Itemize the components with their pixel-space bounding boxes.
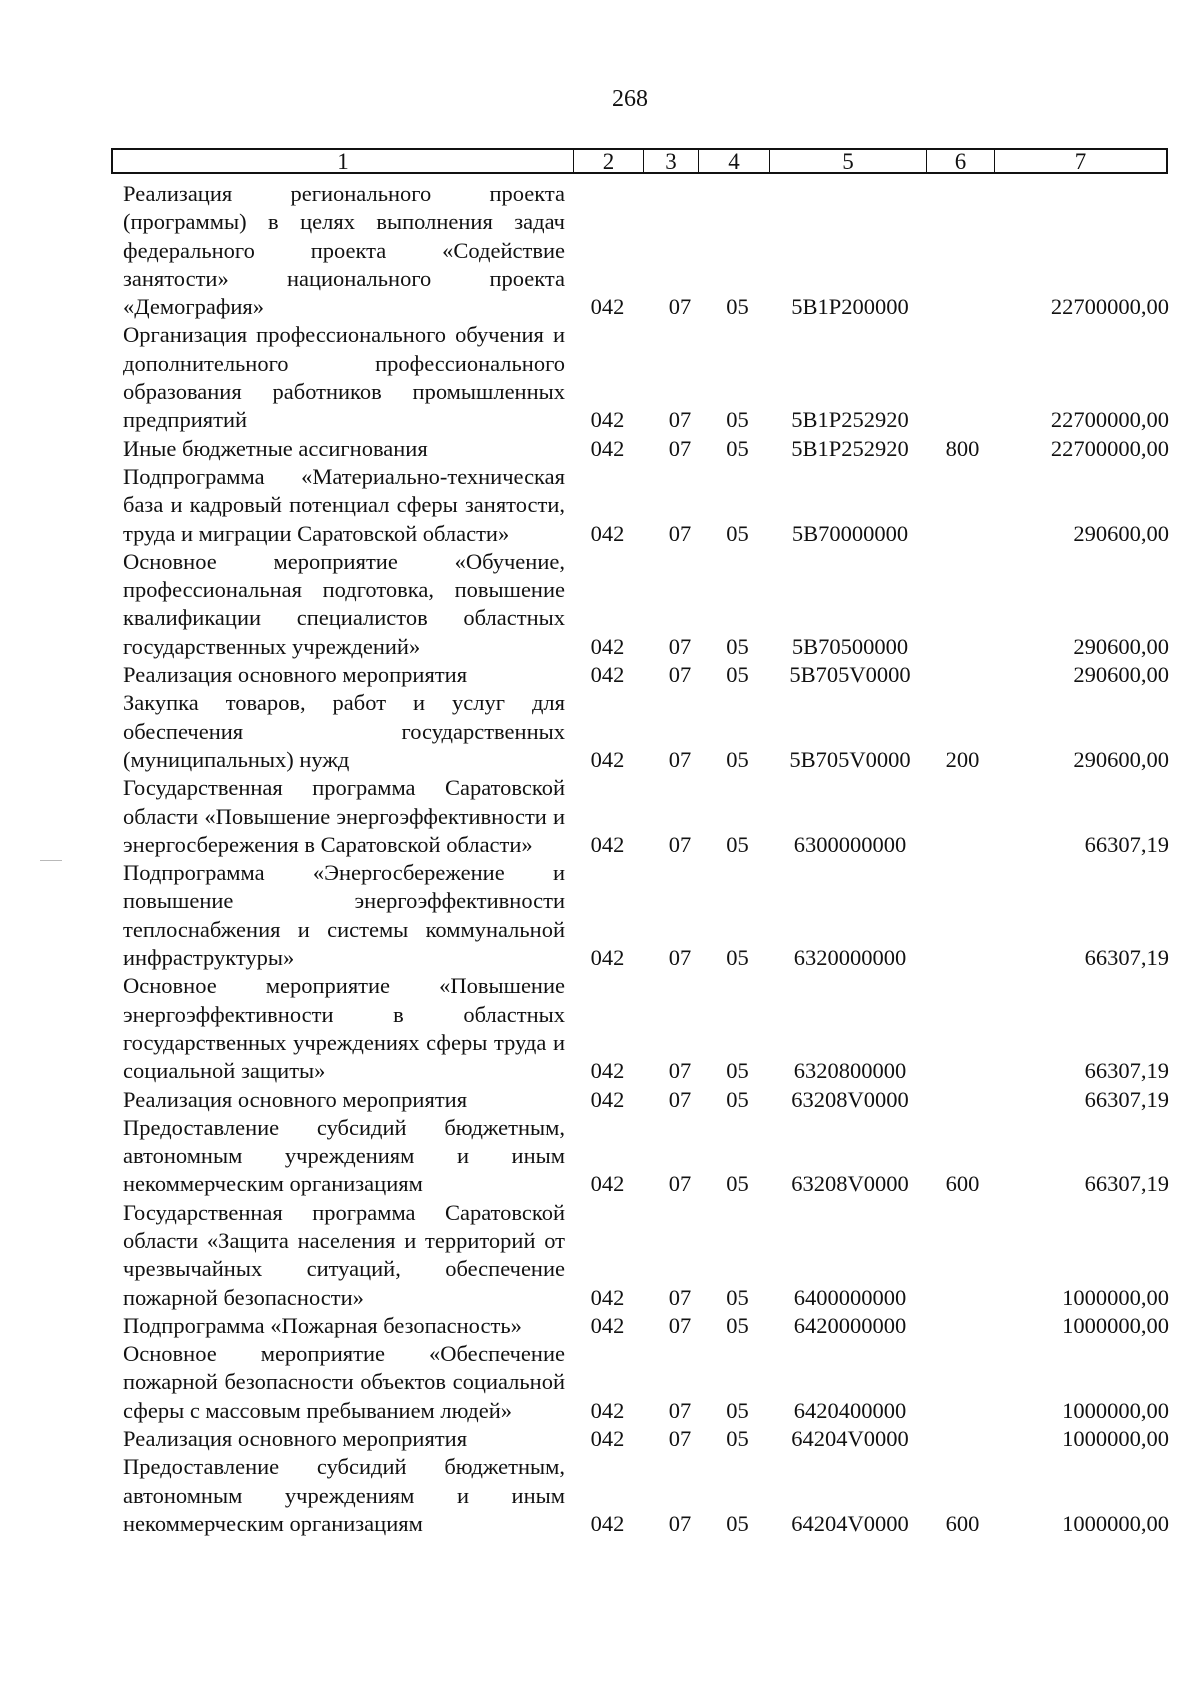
row-admin-code: 042 <box>590 1171 625 1197</box>
page-number: 268 <box>612 86 648 112</box>
table-row <box>123 180 1173 321</box>
row-amount: 66307,19 <box>1084 1086 1169 1112</box>
row-description: Основное мероприятие «Обучение, профессиональная подготовка, повышение квалификации специалистов областных государственных учреждений» <box>123 548 565 659</box>
row-description: Подпрограмма «Пожарная безопасность» <box>123 1312 522 1338</box>
row-subsection-code: 05 <box>726 1397 749 1423</box>
row-subsection-code: 05 <box>726 294 749 320</box>
row-amount: 66307,19 <box>1084 1058 1169 1084</box>
row-target-article-code: 5В1Р200000 <box>791 294 909 320</box>
row-amount: 22700000,00 <box>1050 294 1169 320</box>
row-subsection-code: 05 <box>726 435 749 461</box>
row-target-article-code: 6420000000 <box>793 1312 907 1338</box>
row-subsection-code: 05 <box>726 1171 749 1197</box>
row-admin-code: 042 <box>590 633 625 659</box>
row-admin-code: 042 <box>590 746 625 772</box>
scan-artifact <box>40 860 62 861</box>
row-subsection-code: 05 <box>726 1086 749 1112</box>
row-description: Организация профессионального обучения и дополнительного профессионального образования работников промышленных предприятий <box>123 322 565 433</box>
row-description: Предоставление субсидий бюджетным, автономным учреждениям и иным некоммерческим организациям <box>123 1454 565 1536</box>
row-amount: 1000000,00 <box>1062 1426 1169 1452</box>
row-amount: 22700000,00 <box>1050 407 1169 433</box>
header-col-6: 6 <box>927 150 995 172</box>
row-section-code: 07 <box>668 1058 692 1084</box>
row-section-code: 07 <box>668 1426 692 1452</box>
row-description: Государственная программа Саратовской области «Защита населения и территорий от чрезвычайных ситуаций, обеспечение пожарной безопасности» <box>123 1199 565 1310</box>
table-row <box>123 1312 1173 1340</box>
row-target-article-code: 5В1Р252920 <box>791 435 909 461</box>
header-col-7: 7 <box>1074 149 1087 174</box>
row-amount: 66307,19 <box>1084 831 1169 857</box>
header-col-5: 5 <box>770 150 927 172</box>
table-row <box>123 774 1173 859</box>
row-subsection-code: 05 <box>726 831 749 857</box>
row-description: Реализация основного мероприятия <box>123 1426 468 1452</box>
budget-table-body <box>123 180 1173 1538</box>
header-col-2: 2 <box>574 150 644 172</box>
row-target-article-code: 6400000000 <box>793 1284 907 1310</box>
row-admin-code: 042 <box>590 1284 625 1310</box>
row-target-article-code: 5В70500000 <box>791 633 909 659</box>
row-section-code: 07 <box>668 633 692 659</box>
row-target-article-code: 63208V0000 <box>791 1086 909 1112</box>
row-target-article-code: 63208V0000 <box>791 1171 909 1197</box>
row-target-article-code: 6420400000 <box>793 1397 907 1423</box>
row-amount: 290600,00 <box>1073 746 1169 772</box>
table-row <box>123 1199 1173 1312</box>
table-row <box>123 1453 1173 1538</box>
row-subsection-code: 05 <box>726 1312 749 1338</box>
row-section-code: 07 <box>668 945 692 971</box>
row-amount: 290600,00 <box>1073 520 1169 546</box>
row-admin-code: 042 <box>590 1426 625 1452</box>
row-description: Реализация регионального проекта (программы) в целях выполнения задач федерального проекта «Содействие занятости» национального проекта «Демография» <box>123 181 565 320</box>
row-description: Основное мероприятие «Обеспечение пожарной безопасности объектов социальной сферы с массовым пребыванием людей» <box>123 1341 565 1423</box>
row-amount: 290600,00 <box>1073 662 1169 688</box>
row-target-article-code: 5В70000000 <box>791 520 909 546</box>
row-amount: 1000000,00 <box>1062 1284 1169 1310</box>
row-section-code: 07 <box>668 746 692 772</box>
row-target-article-code: 6320800000 <box>793 1058 907 1084</box>
row-description: Иные бюджетные ассигнования <box>123 435 428 461</box>
row-description: Реализация основного мероприятия <box>123 1086 468 1112</box>
row-target-article-code: 5В705V0000 <box>789 662 911 688</box>
row-amount: 1000000,00 <box>1062 1397 1169 1423</box>
table-row <box>123 435 1173 463</box>
row-description: Предоставление субсидий бюджетным, автономным учреждениям и иным некоммерческим организациям <box>123 1114 565 1197</box>
row-amount: 290600,00 <box>1073 633 1169 659</box>
row-subsection-code: 05 <box>726 1058 749 1084</box>
row-admin-code: 042 <box>590 1397 625 1423</box>
row-description: Государственная программа Саратовской области «Повышение энергоэффективности и энергосбережения в Саратовской области» <box>123 775 565 857</box>
row-amount: 66307,19 <box>1084 1171 1169 1197</box>
row-section-code: 07 <box>668 662 692 688</box>
row-description: Подпрограмма «Материально-техническая база и кадровый потенциал сферы занятости, труда и миграции Саратовской области» <box>123 463 565 546</box>
row-description: Реализация основного мероприятия <box>123 662 468 688</box>
row-target-article-code: 5В1Р252920 <box>791 407 909 433</box>
row-subsection-code: 05 <box>726 520 749 546</box>
row-admin-code: 042 <box>590 1312 625 1338</box>
row-section-code: 07 <box>668 1510 692 1536</box>
row-section-code: 07 <box>668 407 692 433</box>
row-subsection-code: 05 <box>726 945 749 971</box>
table-row <box>123 463 1173 548</box>
row-admin-code: 042 <box>590 831 625 857</box>
row-description: Основное мероприятие «Повышение энергоэффективности в областных государственных учреждениях сферы труда и социальной защиты» <box>123 973 565 1084</box>
row-target-article-code: 64204V0000 <box>791 1426 909 1452</box>
row-section-code: 07 <box>668 435 692 461</box>
row-section-code: 07 <box>668 520 692 546</box>
table-row <box>123 972 1173 1085</box>
row-subsection-code: 05 <box>726 1284 749 1310</box>
row-expense-type-code: 600 <box>945 1510 980 1536</box>
row-expense-type-code: 200 <box>945 746 980 772</box>
row-admin-code: 042 <box>590 520 625 546</box>
row-subsection-code: 05 <box>726 662 749 688</box>
row-section-code: 07 <box>668 1284 692 1310</box>
row-amount: 1000000,00 <box>1062 1312 1169 1338</box>
row-description: Подпрограмма «Энергосбережение и повышение энергоэффективности теплоснабжения и системы коммунальной инфраструктуры» <box>123 860 565 971</box>
row-admin-code: 042 <box>590 1058 625 1084</box>
row-expense-type-code: 600 <box>945 1171 980 1197</box>
table-row <box>123 661 1173 689</box>
row-target-article-code: 6320000000 <box>793 945 907 971</box>
table-row <box>123 548 1173 661</box>
table-row <box>123 1086 1173 1114</box>
row-admin-code: 042 <box>590 294 625 320</box>
row-subsection-code: 05 <box>726 407 749 433</box>
row-subsection-code: 05 <box>726 746 749 772</box>
table-row <box>123 689 1173 774</box>
row-section-code: 07 <box>668 1171 692 1197</box>
row-target-article-code: 6300000000 <box>793 831 907 857</box>
header-col-3: 3 <box>644 150 699 172</box>
row-admin-code: 042 <box>590 435 625 461</box>
table-row <box>123 1114 1173 1199</box>
row-amount: 1000000,00 <box>1062 1510 1169 1536</box>
row-admin-code: 042 <box>590 1510 625 1536</box>
row-subsection-code: 05 <box>726 633 749 659</box>
row-section-code: 07 <box>668 294 692 320</box>
table-row <box>123 1425 1173 1453</box>
row-subsection-code: 05 <box>726 1510 749 1536</box>
row-amount: 22700000,00 <box>1050 435 1169 461</box>
row-description: Закупка товаров, работ и услуг для обеспечения государственных (муниципальных) нужд <box>123 690 565 772</box>
row-target-article-code: 64204V0000 <box>791 1510 909 1536</box>
header-col-1: 1 <box>113 150 574 172</box>
row-amount: 66307,19 <box>1084 945 1169 971</box>
row-admin-code: 042 <box>590 945 625 971</box>
row-target-article-code: 5В705V0000 <box>789 746 911 772</box>
row-admin-code: 042 <box>590 662 625 688</box>
table-row <box>123 1340 1173 1425</box>
column-number-header <box>111 148 1168 174</box>
row-admin-code: 042 <box>590 407 625 433</box>
header-col-4: 4 <box>699 150 770 172</box>
row-admin-code: 042 <box>590 1086 625 1112</box>
row-section-code: 07 <box>668 1397 692 1423</box>
row-section-code: 07 <box>668 1086 692 1112</box>
row-subsection-code: 05 <box>726 1426 749 1452</box>
table-row <box>123 859 1173 972</box>
table-row <box>123 321 1173 434</box>
row-section-code: 07 <box>668 1312 692 1338</box>
row-expense-type-code: 800 <box>945 435 980 461</box>
row-section-code: 07 <box>668 831 692 857</box>
